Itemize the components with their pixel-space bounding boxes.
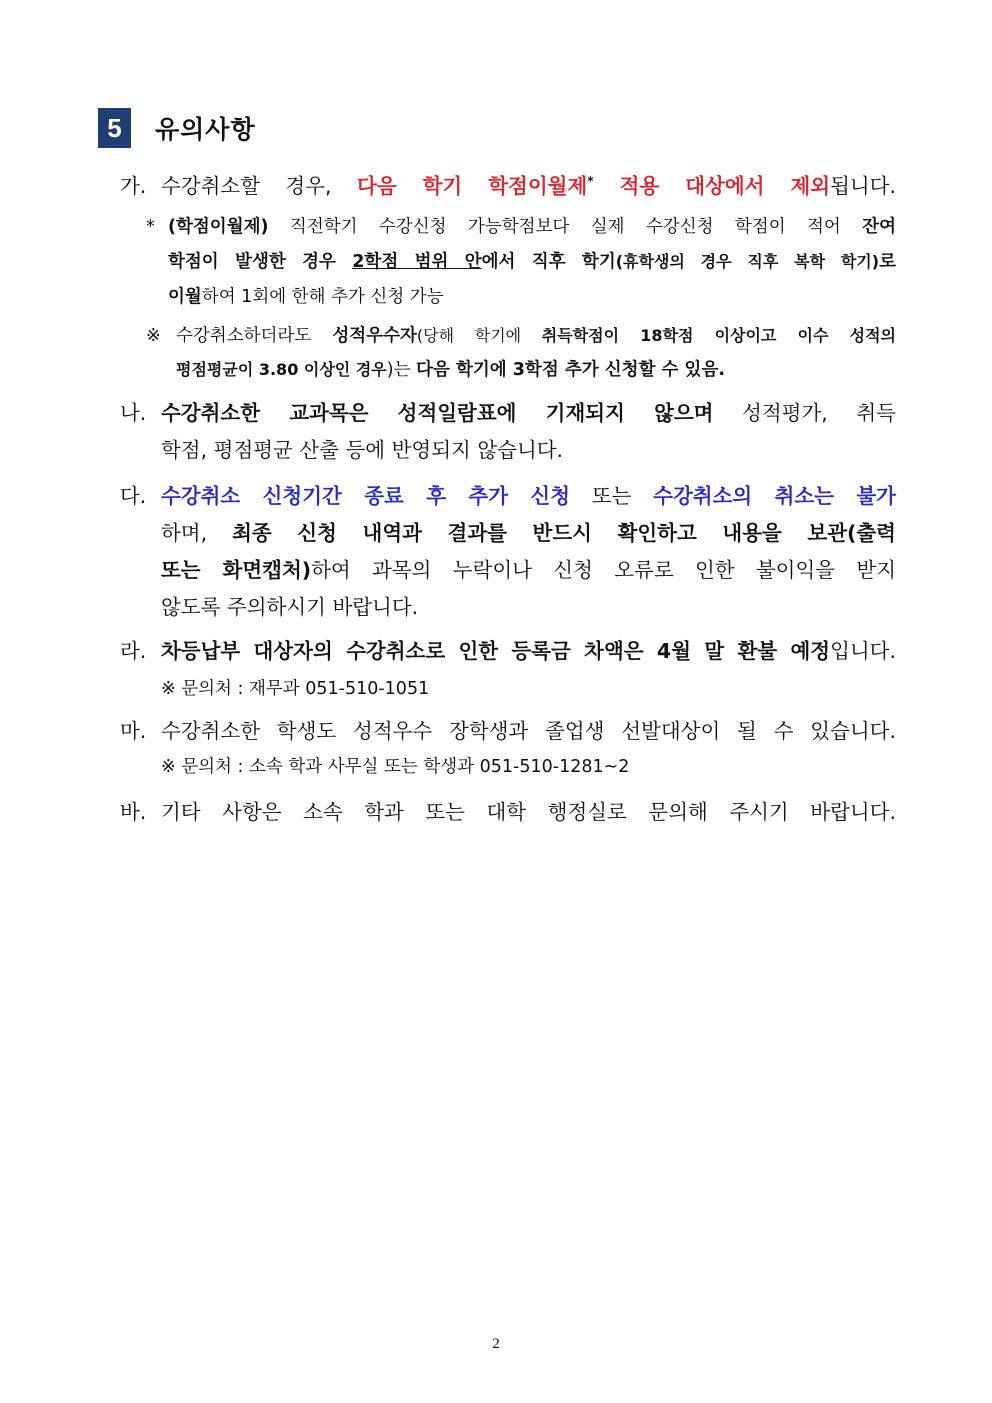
contact-finance: ※ 문의처 : 재무과 051-510-1051 <box>161 679 430 699</box>
item-da-line-2 <box>161 518 896 548</box>
text: 수강취소할 경우, <box>161 174 357 198</box>
item-marker-ga: 가. <box>120 174 147 198</box>
item-na-line-1 <box>161 398 896 428</box>
note2-line-2 <box>176 356 896 384</box>
item-ba-line-1: 기타 사항은 소속 학과 또는 대학 행정실로 문의해 주시기 바랍니다. <box>161 800 896 824</box>
section-heading <box>98 108 256 148</box>
bold-text: 차등납부 대상자의 수강취소로 인한 등록금 차액은 4월 말 환불 예정 <box>161 639 831 663</box>
text: 수강취소하더라도 <box>176 326 333 346</box>
item-marker-na: 나. <box>120 401 147 425</box>
text: 성적평가, 취득 <box>713 401 896 425</box>
text: 또는 <box>570 484 654 508</box>
bold-text: 학점이 발생한 경우 <box>168 252 353 272</box>
section-number-badge: 5 <box>98 108 131 148</box>
bold-text: 평점평균이 3.80 이상인 경우 <box>176 360 387 379</box>
item-marker-ba: 바. <box>120 800 147 824</box>
bold-text: 이월 <box>168 287 202 307</box>
highlight-blue: 수강취소의 취소는 불가 <box>653 484 896 508</box>
item-marker-ma: 마. <box>120 719 147 743</box>
footnote-mark: * <box>587 174 594 189</box>
contact-student-affairs: ※ 문의처 : 소속 학과 사무실 또는 학생과 051-510-1281~2 <box>161 757 630 777</box>
note-line-2 <box>168 248 896 276</box>
bold-text: 다음 학기에 3학점 추가 신청할 수 있음. <box>416 360 726 380</box>
text: 됩니다. <box>830 174 896 198</box>
text: 하며, <box>161 521 233 545</box>
item-da-line-4: 않도록 주의하시기 바랍니다. <box>161 595 419 619</box>
item-da-line-1 <box>161 481 896 511</box>
item-ga-line-1 <box>161 171 896 201</box>
text: 하여 1회에 한해 추가 신청 가능 <box>201 287 444 307</box>
bold-text: 취득학점이 18학점 이상이고 이수 성적의 <box>541 326 896 345</box>
highlight-red: 다음 학기 학점이월제 <box>356 174 588 198</box>
bold-text: (휴학생의 경우 직후 복학 학기) <box>615 252 880 271</box>
text: 직전학기 수강신청 가능학점보다 실제 수강신청 학점이 적어 <box>268 217 863 237</box>
item-ma-line-1: 수강취소한 학생도 성적우수 장학생과 졸업생 선발대상이 될 수 있습니다. <box>161 719 896 743</box>
highlight-blue: 수강취소 신청기간 종료 후 추가 신청 <box>161 484 571 508</box>
note-line-3 <box>168 283 896 311</box>
bold-text: 에서 직후 학기 <box>481 252 616 272</box>
text: 입니다. <box>830 639 896 663</box>
bold-text: 로 <box>879 252 896 272</box>
item-na-line-2: 학점, 평점평균 산출 등에 반영되지 않습니다. <box>161 438 564 462</box>
underlined-text: 2학점 범위 안 <box>352 252 482 272</box>
note-term: (학점이월제) <box>168 217 269 237</box>
text: (당해 학기에 <box>416 326 542 345</box>
bold-text: 수강취소한 교과목은 성적일람표에 기재되지 않으며 <box>161 401 714 425</box>
text: )는 <box>386 360 417 380</box>
text: 하여 과목의 누락이나 신청 오류로 인한 불이익을 받지 <box>311 558 896 582</box>
highlight-red: 적용 대상에서 제외 <box>593 174 831 198</box>
bold-text: 성적우수자 <box>332 326 417 346</box>
note-marker-reference: ※ <box>146 326 161 346</box>
item-da-line-3 <box>161 555 896 585</box>
note2-line-1 <box>176 322 896 350</box>
bold-text: 잔여 <box>862 217 896 237</box>
note-line-1 <box>168 213 896 241</box>
item-marker-da: 다. <box>120 484 147 508</box>
item-marker-ra: 라. <box>120 639 147 663</box>
section-title: 유의사항 <box>155 115 256 144</box>
bold-text: 최종 신청 내역과 결과를 반드시 확인하고 내용을 보관(출력 <box>232 521 896 545</box>
note-marker-asterisk: * <box>146 217 155 237</box>
item-ra-line-1 <box>161 636 896 666</box>
bold-text: 또는 화면캡처) <box>161 558 312 582</box>
page-number: 2 <box>492 1336 500 1352</box>
